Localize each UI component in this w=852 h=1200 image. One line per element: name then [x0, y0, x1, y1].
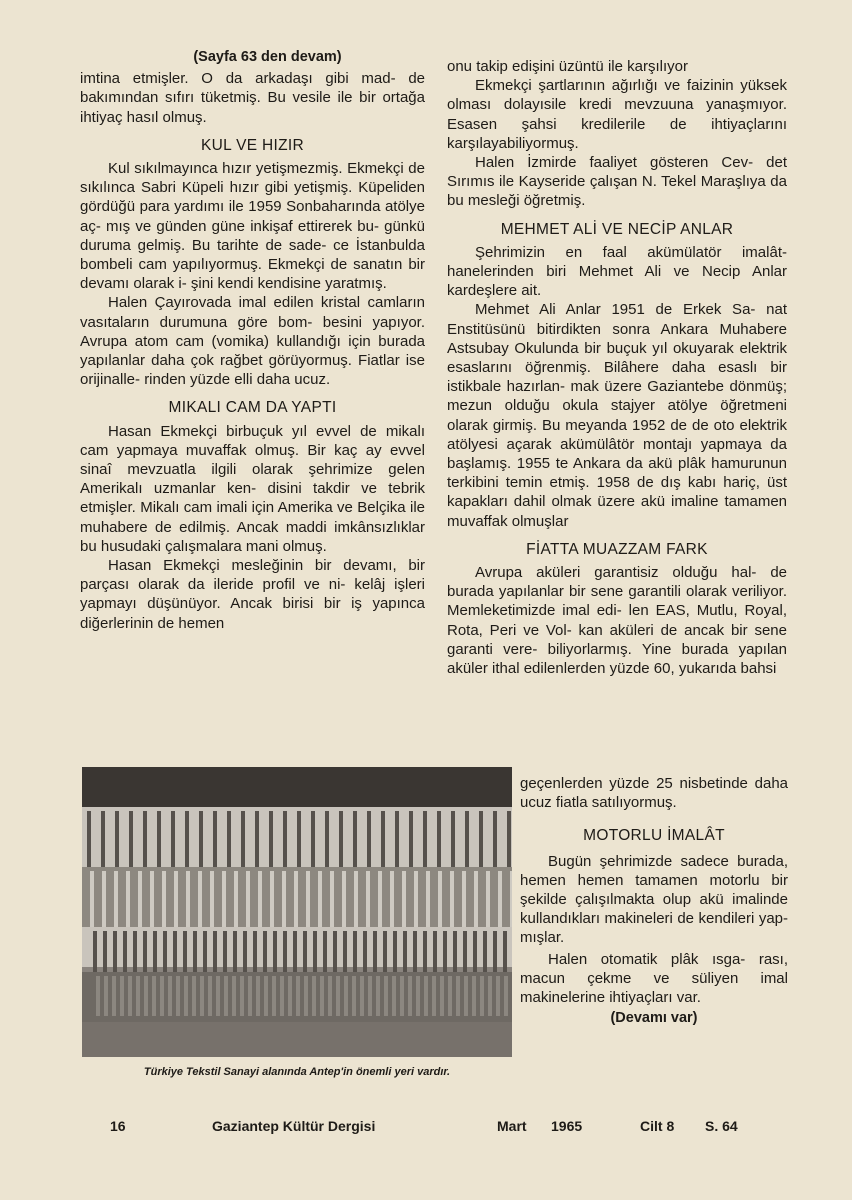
issue-year: 1965 — [551, 1118, 583, 1134]
volume-number: Cilt 8 — [640, 1118, 675, 1134]
section-heading-kul-ve-hizir: KUL VE HIZIR — [201, 136, 304, 154]
right-paragraph-1: Ekmekçi şartlarının ağırlığı ve faizinin yüksek olması dolayısile kredi mevzuuna yanaşmıyor. Esasen şahsi kredilerile de ihtiyaçlarını karşılayabiliyormuş. — [447, 77, 787, 152]
fiatta-paragraph-1: Avrupa aküleri garantisiz olduğu hal- de burada yapılanlar bir sene garantili olarak veriliyor. Memleketimizde imal edi- len EAS, Mutlu, Royal, Rota, Peri ve Vol- kan aküleri de ancak bir sene garanti vere- biliyorlarmış. Yine burada yapılan aküler ithal edilenlerden yüzde 60, yukarıda bahsi — [447, 564, 787, 678]
mikali-paragraph-1: Hasan Ekmekçi birbuçuk yıl evvel de mikalı cam yapmaya muvaffak olmuş. Bir kaç ay evvel sinaî mevzuatla ilgili olarak şehrimize gelen Amerikalı uzmanlar ken- disini takdir ve tebrik etmişler. Mikalı cam imali için Amerika ve Belçika ile muhabere de edilmiş. Ancak maddi imkânsızlıklar bu husudaki çalışmalara mani olmuş. — [80, 422, 425, 555]
intro-paragraph: imtina etmişler. O da arkadaşı gibi mad- de bakımından sıfırı tüketmiş. Bu vesile ile bir ortağa ihtiyaç hasıl olmuş. — [80, 70, 425, 126]
continued-note: (Devamı var) — [610, 1010, 698, 1027]
section-heading-motorlu-imalat: MOTORLU İMALÂT — [583, 827, 725, 845]
mehmet-paragraph-2: Mehmet Ali Anlar 1951 de Erkek Sa- nat Enstitüsünü bitirdikten sonra Ankara Muhabere Astsubay Okulunda bir buçuk yıl okuyarak elektrik esaslarını öğrenmiş. Bilâhere daha esaslı bir istikbale hazırlan- mak üzere Gaziantebe dönmüş; mezun olduğu okula stajyer atölye öğretmeni olarak girmiş. Bu meyanda 1952 de de oto elektrik atölyesi açarak akümülâtör montajı yapmaya da başlamış. 1955 te Ankara da akü plâk hamurunun terkibini temin etmiş. 1958 de dış kabı hariç, üst kapakları dahil olmak üzere akü imaline tamamen muvaffak olmuşlar — [447, 301, 787, 530]
section-heading-mikali-cam: MIKALI CAM DA YAPTI — [168, 399, 337, 417]
right-paragraph-2: Halen İzmirde faaliyet gösteren Cev- det Sırımıs ile Kayseride çalışan N. Tekel Maraşlıya da bu mesleği öğretmiş. — [447, 154, 787, 210]
continued-from-note: (Sayfa 63 den devam) — [193, 49, 342, 65]
textile-photo — [82, 767, 512, 1057]
kul-paragraph-1: Kul sıkılmayınca hızır yetişmezmiş. Ekmekçi de sıkılınca Sabri Küpeli hızır gibi yetişmiş. Küpeliden gördüğü para yardımı ile 1959 Sonbaharında atölye aç- mış ve günden güne inkişaf ettirerek bu- günkü duruma gelmiş. Bu tarihte de sade- ce İstanbulda bombeli cam yapılıyormuş. Ekmekçi de sanatın bir devamı olarak i- şini kendi kendisine yaratmış. — [80, 160, 425, 293]
fiatta-continuation: geçenlerden yüzde 25 nisbetinde daha ucuz fiatla satılıyormuş. — [520, 775, 788, 812]
section-heading-fiatta-fark: FİATTA MUAZZAM FARK — [526, 540, 708, 558]
section-heading-mehmet-ali: MEHMET ALİ VE NECİP ANLAR — [500, 220, 734, 238]
mikali-paragraph-2: Hasan Ekmekçi mesleğinin bir devamı, bir parçası olarak da ileride profil ve ni- kelâj işleri yapmayı düşünüyor. Ancak birisi bir iş yapınca diğerlerinin de hemen — [80, 557, 425, 632]
motorlu-paragraph-1: Bugün şehrimizde sadece burada, hemen hemen tamamen motorlu bir şekilde çalışılmakta olup akü imalinde kullandıkları makineleri de kendileri yap- mışlar. — [520, 852, 788, 947]
page-number: 16 — [110, 1118, 126, 1134]
right-column — [447, 57, 787, 678]
right-paragraph-0: onu takip edişini üzüntü ile karşılıyor — [447, 58, 688, 75]
issue-month: Mart — [497, 1118, 527, 1134]
mehmet-paragraph-1: Şehrimizin en faal akümülatör imalât- hanelerinden biri Mehmet Ali ve Necip Anlar kardeşlere ait. — [447, 243, 787, 300]
kul-paragraph-2: Halen Çayırovada imal edilen kristal camların vasıtaların durumuna göre bom- besini yapıyor. Avrupa atom cam (vomika) kullandığı için burada yapılanlar daha çok rağbet görüyormuş. Fiatlar ise orijinalle- rinden yüzde elli daha ucuz. — [80, 294, 425, 389]
left-column — [80, 48, 425, 633]
magazine-name: Gaziantep Kültür Dergisi — [212, 1118, 376, 1134]
bottom-right-column — [520, 774, 788, 1028]
photo-caption: Türkiye Tekstil Sanayi alanında Antep'in önemli yeri vardır. — [143, 1066, 451, 1078]
textile-photo-image — [82, 767, 512, 1057]
motorlu-paragraph-2: Halen otomatik plâk ısga- rası, macun çekme ve süliyen imal makinelerine ihtiyaçları var. — [520, 950, 788, 1007]
issue-number: S. 64 — [705, 1118, 738, 1134]
